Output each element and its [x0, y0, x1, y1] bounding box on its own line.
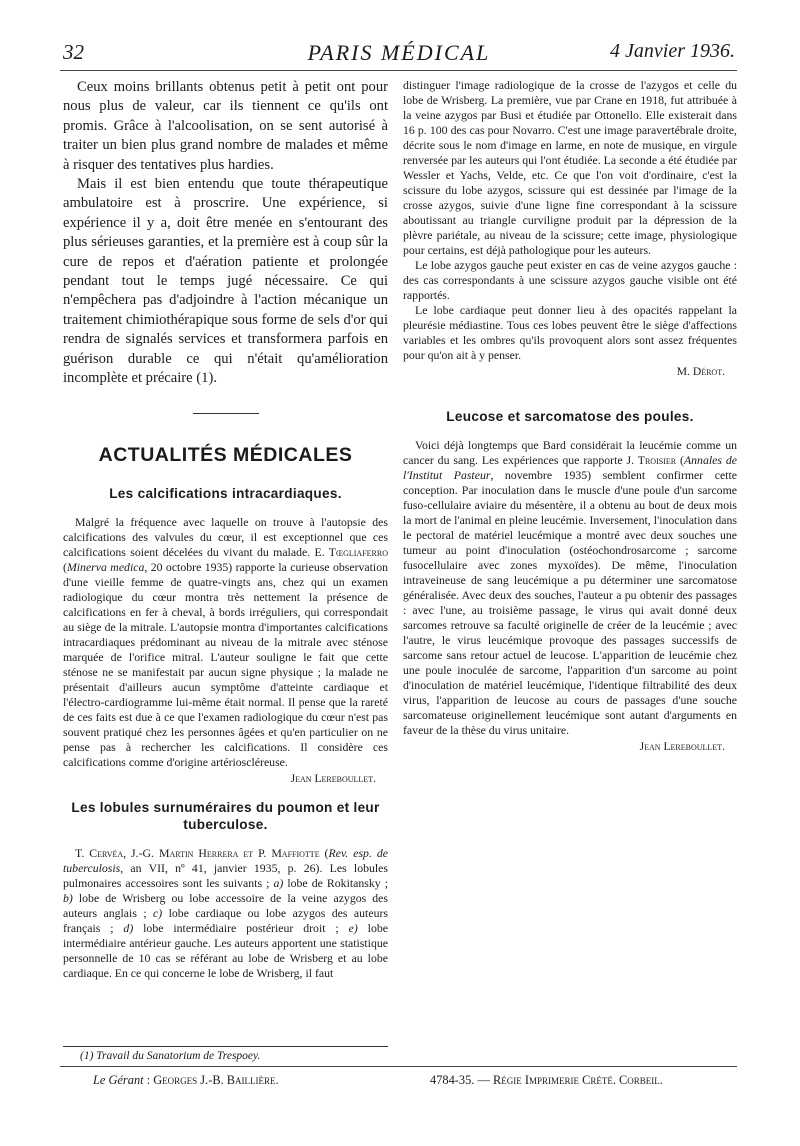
gerant-name: Georges J.-B. Baillière. [153, 1073, 279, 1087]
article-text: lobe cardiaque ou lobe azygos des auteurs français ; [63, 905, 388, 935]
article-text: lobe intermédiaire postérieur droit ; [133, 920, 349, 935]
page-number: 32 [63, 40, 84, 64]
issue-date: 4 Janvier 1936. [610, 40, 735, 62]
section-divider [193, 413, 259, 414]
article-body: Le lobe cardiaque peut donner lieu à des opacités rappelant la pleurésie médiastine. Tous ces lobes peuvent être le siège d'affections variables et les ombres qu'ils provoquent alors sont assez fréquentes pour qu'on ait à y penser. [403, 303, 737, 362]
article-text: ( [319, 845, 329, 860]
article-body [63, 515, 388, 770]
article-text: lobe de Rokitansky ; [283, 875, 388, 890]
footer-rule [60, 1066, 737, 1067]
article-source: Minerva medica [66, 559, 145, 574]
article-text: , 20 octobre 1935) rapporte la curieuse observation d'une vieille femme de quatre-vingts ans, chez qui un examen radiologique du cœur montra très nettement la présence de calcifications en fer à cheval, à bords irréguliers, qui correspondait au siège de la mitrale. L'autopsie montra d'importantes calcifications intracardiaques prédominant au niveau de la mitrale avec sténose marquée de l'orifice mitral. L'auteur souligne le fait que cette sténose ne se manifestait par aucun signe physique ; la malade ne présentait d'ailleurs aucun symptôme d'atteinte cardiaque et l'électro-cardiogramme lui-même était normal. Il pense que la rareté de ces faits est due à ce que l'examen radiologique du cœur n'est pas souvent pratiqué chez les personnes âgées et qu'en particulier on ne pense pas à rechercher les calcifications. Il considère ces calcifications comme d'origine artérioscléreuse. [63, 559, 388, 769]
article-body: Le lobe azygos gauche peut exister en cas de veine azygos gauche : des cas correspondants à une scissure azygos gauche visible ont été rapportés. [403, 258, 737, 302]
article-signature: Jean Lereboullet. [290, 771, 376, 785]
article-title: Leucose et sarcomatose des poules. [446, 409, 694, 424]
footnote: (1) Travail du Sanatorium de Trespoey. [80, 1050, 261, 1062]
journal-title: PARIS MÉDICAL [307, 40, 491, 65]
article-text: , novembre 1935) semblent confirmer cette conception. Par inoculation dans le muscle d'une poule d'un sarcome fuso-cellulaire aviaire du mésentère, il a obtenu au bout de deux mois la mort de l'animal en pleine leucémie. Inversement, l'inoculation dans le pectoral de matériel leucémique a montré avec deux souches une tumeur au point d'inoculation (ostéochondrosarcome ; sarcome fusocellulaire avec zones myxoïdes). De même, l'inoculation intraveineuse de sang leucémique a pu déterminer une sarcomatose généralisée. Avec deux des souches, l'auteur a pu obtenir des passages : avec l'une, au troisième passage, le virus qui avait donné deux sarcomes retrouve sa faculté originelle de créer de la leucémie ; avec l'autre, le virus leucémique provoque des passages successifs de sarcome sans retour actuel de leucose. L'apparition de leucémie chez une poule inoculée de sarcome, l'apparition d'un sarcome au point d'inoculation de matériel leucémique, l'identique filtrabilité des deux virus, l'apparition de leucose au cours de passages d'une souche sarcomateuse originellement leucémique sont autant d'arguments en faveur de la thèse du virus unitaire. [403, 468, 737, 737]
right-column [403, 78, 737, 753]
article-body: distinguer l'image radiologique de la crosse de l'azygos et celle du lobe de Wrisberg. La première, vue par Crane en 1918, fut attribuée à la veine azygos par Busi et étudiée par Ottonello. Elle existerait dans 16 p. 100 des cas pour Novarro. C'est une image paravertébrale droite, décrite sous le nom d'image en larme, en note de musique, en virgule renversée par les auteurs qui l'ont étudiée. La seconde a été étudiée par Wessler et Yachs, Velde, etc. Ce que l'on voit d'ordinaire, c'est la scissure du lobe azygos, scissure qui est dessinée par l'image de la crosse azygos, suivie d'une ligne fine correspondant à la scissure aboutissant au triangle curviligne produit par la dépression de la plèvre pariétale, au niveau de la scissure; cette image, physiologique pour certains, est déjà pathologique pour les auteurs. [403, 78, 737, 257]
article-text: Malgré la fréquence avec laquelle on trouve à l'autopsie des calcifications des valvules du cœur, il est exceptionnel que ces calcifications soient décelées du vivant du malade. [63, 514, 388, 559]
body-paragraph: Ceux moins brillants obtenus petit à petit ont pour nous plus de valeur, car ils tiennent ce qu'ils ont promis. Grâce à l'alcoolisation, on se sent autorisé à traiter un bien plus grand nombre de malades et même à risquer des tentatives plus hardies. [63, 79, 388, 173]
article-body [63, 846, 388, 981]
article-signature: Jean Lereboullet. [639, 740, 725, 753]
footer-printer: 4784-35. — Régie Imprimerie Crété. Corbeil. [430, 1073, 663, 1087]
article-author: E. Tœgliaferro [314, 544, 388, 559]
article-text: , an VII, nº 41, janvier 1935, p. 26). [120, 860, 323, 875]
article-text: lobe de Wrisberg ou lobe accessoire de la veine azygos des auteurs anglais ; [63, 890, 388, 920]
list-marker: a) [273, 875, 284, 890]
section-title: ACTUALITÉS MÉDICALES [98, 443, 353, 466]
article-body [403, 438, 737, 738]
running-header [63, 40, 735, 70]
gerant-label: Le Gérant [93, 1073, 144, 1087]
list-marker: c) [153, 905, 163, 920]
body-paragraph: Mais il est bien entendu que toute thérapeutique ambulatoire est à proscrire. Une expérience, si expérience il y a, doit être menée en s'entourant des plus sérieuses garanties, et la première est à coup sûr la cure de repos et d'aération patiente et prolongée pendant tout le temps jugé nécessaire. Ce qui n'empêchera pas d'adjoindre à l'action mécanique un traitement chimiothérapique sous forme de sels d'or qui rendra de signalés services et transformera parfois en guérison durable ce qui n'était qu'amélioration incomplète et précaire (1). [63, 176, 388, 387]
article-text: ( [63, 559, 67, 574]
article-author: J. Troisier [626, 453, 677, 467]
article-title: Les lobules surnuméraires du poumon et leur tuberculose. [71, 799, 380, 832]
footer-gerant [93, 1073, 279, 1088]
gerant-separator: : [143, 1073, 154, 1087]
list-marker: b) [63, 890, 73, 905]
left-column [63, 78, 388, 981]
footnote-rule [63, 1046, 388, 1047]
article-text: Voici déjà longtemps que Bard considérait la leucémie comme un cancer du sang. Les expériences que rapporte [403, 438, 737, 467]
header-rule [60, 70, 737, 71]
article-text: Les lobules pulmonaires accessoires sont les suivants ; [63, 860, 388, 890]
article-source: Rev. esp. de tuberculosis [63, 845, 388, 875]
article-source: Annales de l'Institut Pasteur [403, 453, 737, 482]
article-signature: M. Dérot. [676, 365, 725, 378]
article-text: ( [676, 453, 684, 467]
article-text: lobe intermédiaire antérieur gauche. Les auteurs apportent une statistique personnelle de 10 cas se référant au lobe de Wrisberg et au lobe cardiaque. En ce qui concerne le lobe de Wrisberg, il faut [63, 920, 388, 980]
list-marker: d) [123, 920, 134, 935]
article-title: Les calcifications intracardiaques. [109, 485, 342, 501]
article-authors: T. Cervéa, J.-G. Martin Herrera et P. Maffiotte [75, 845, 320, 860]
list-marker: e) [348, 920, 358, 935]
